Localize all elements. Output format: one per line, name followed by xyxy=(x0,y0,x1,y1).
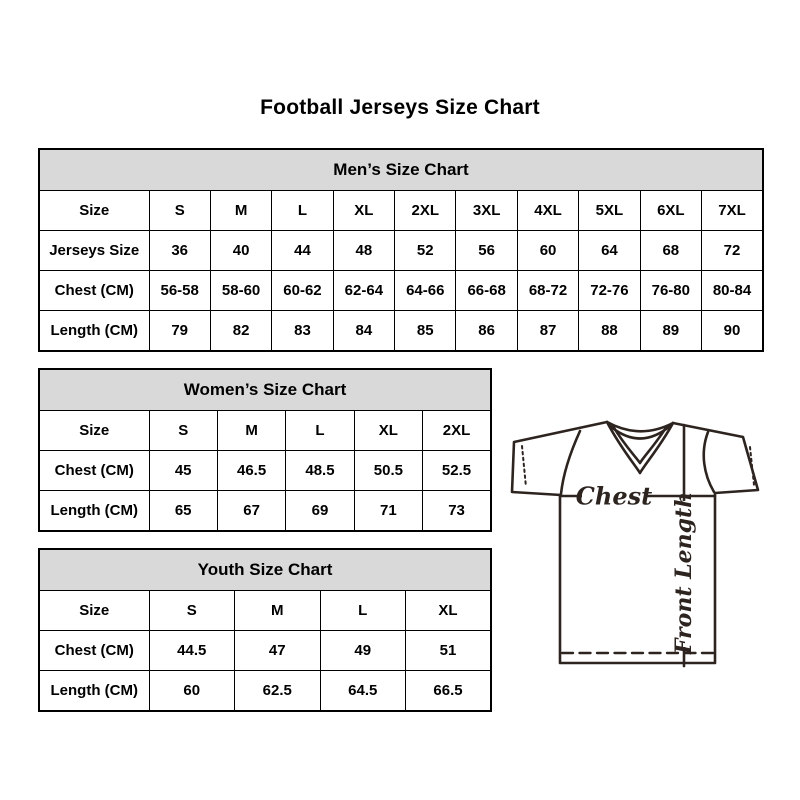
value-cell: 64.5 xyxy=(320,671,406,711)
table-header-row xyxy=(39,149,763,191)
mens-table-title: Men’s Size Chart xyxy=(39,149,763,191)
value-cell: 36 xyxy=(149,231,210,271)
value-cell: M xyxy=(235,591,321,631)
value-cell: 72 xyxy=(702,231,763,271)
value-cell: 87 xyxy=(517,311,578,351)
value-cell: 89 xyxy=(640,311,701,351)
value-cell: 65 xyxy=(149,491,217,531)
page-title: Football Jerseys Size Chart xyxy=(260,96,540,119)
row-label-cell: Size xyxy=(39,591,149,631)
row-label-cell: Length (CM) xyxy=(39,671,149,711)
table-row xyxy=(39,271,763,311)
row-label-cell: Jerseys Size xyxy=(39,231,149,271)
value-cell: 45 xyxy=(149,451,217,491)
value-cell: 68-72 xyxy=(517,271,578,311)
value-cell: 73 xyxy=(423,491,491,531)
jersey-measurement-diagram xyxy=(500,395,785,695)
value-cell: 66.5 xyxy=(406,671,492,711)
value-cell: 88 xyxy=(579,311,640,351)
value-cell: 44.5 xyxy=(149,631,235,671)
value-cell: 50.5 xyxy=(354,451,422,491)
value-cell: 84 xyxy=(333,311,394,351)
front-length-measure-label: Front Length xyxy=(671,491,697,655)
value-cell: M xyxy=(217,411,285,451)
value-cell: 7XL xyxy=(702,191,763,231)
value-cell: 69 xyxy=(286,491,354,531)
value-cell: 62.5 xyxy=(235,671,321,711)
value-cell: 58-60 xyxy=(210,271,271,311)
row-label-cell: Length (CM) xyxy=(39,311,149,351)
youth-size-table xyxy=(38,548,492,712)
table-row xyxy=(39,451,491,491)
table-row xyxy=(39,591,491,631)
value-cell: XL xyxy=(354,411,422,451)
table-header-row xyxy=(39,369,491,411)
youth-table-title: Youth Size Chart xyxy=(39,549,491,591)
row-label-cell: Chest (CM) xyxy=(39,451,149,491)
value-cell: 2XL xyxy=(423,411,491,451)
value-cell: 3XL xyxy=(456,191,517,231)
value-cell: 68 xyxy=(640,231,701,271)
value-cell: 80-84 xyxy=(702,271,763,311)
value-cell: 56-58 xyxy=(149,271,210,311)
mens-size-table xyxy=(38,148,764,352)
right-sleeve-seam xyxy=(704,432,714,492)
value-cell: 60-62 xyxy=(272,271,333,311)
value-cell: 44 xyxy=(272,231,333,271)
value-cell: 48 xyxy=(333,231,394,271)
value-cell: L xyxy=(272,191,333,231)
value-cell: 86 xyxy=(456,311,517,351)
value-cell: 40 xyxy=(210,231,271,271)
value-cell: 90 xyxy=(702,311,763,351)
value-cell: 79 xyxy=(149,311,210,351)
left-cuff-stitch-line xyxy=(522,446,526,487)
row-label-cell: Size xyxy=(39,191,149,231)
chest-measure-label: Chest xyxy=(575,481,653,511)
value-cell: 56 xyxy=(456,231,517,271)
value-cell: 64 xyxy=(579,231,640,271)
value-cell: S xyxy=(149,191,210,231)
table-row xyxy=(39,191,763,231)
value-cell: 47 xyxy=(235,631,321,671)
value-cell: M xyxy=(210,191,271,231)
value-cell: 60 xyxy=(517,231,578,271)
value-cell: S xyxy=(149,591,235,631)
value-cell: 66-68 xyxy=(456,271,517,311)
value-cell: 83 xyxy=(272,311,333,351)
value-cell: 52 xyxy=(395,231,456,271)
table-header-row xyxy=(39,549,491,591)
value-cell: L xyxy=(320,591,406,631)
womens-size-table xyxy=(38,368,492,532)
row-label-cell: Size xyxy=(39,411,149,451)
value-cell: 6XL xyxy=(640,191,701,231)
value-cell: 48.5 xyxy=(286,451,354,491)
row-label-cell: Chest (CM) xyxy=(39,271,149,311)
value-cell: 64-66 xyxy=(395,271,456,311)
table-row xyxy=(39,231,763,271)
value-cell: 52.5 xyxy=(423,451,491,491)
value-cell: XL xyxy=(406,591,492,631)
value-cell: 62-64 xyxy=(333,271,394,311)
value-cell: 51 xyxy=(406,631,492,671)
table-row xyxy=(39,491,491,531)
value-cell: 4XL xyxy=(517,191,578,231)
table-row xyxy=(39,311,763,351)
value-cell: S xyxy=(149,411,217,451)
row-label-cell: Length (CM) xyxy=(39,491,149,531)
value-cell: 82 xyxy=(210,311,271,351)
table-row xyxy=(39,671,491,711)
value-cell: 85 xyxy=(395,311,456,351)
value-cell: 49 xyxy=(320,631,406,671)
value-cell: 2XL xyxy=(395,191,456,231)
table-row xyxy=(39,411,491,451)
value-cell: 46.5 xyxy=(217,451,285,491)
value-cell: 71 xyxy=(354,491,422,531)
womens-table-title: Women’s Size Chart xyxy=(39,369,491,411)
row-label-cell: Chest (CM) xyxy=(39,631,149,671)
value-cell: 5XL xyxy=(579,191,640,231)
value-cell: XL xyxy=(333,191,394,231)
value-cell: 67 xyxy=(217,491,285,531)
value-cell: L xyxy=(286,411,354,451)
table-row xyxy=(39,631,491,671)
value-cell: 76-80 xyxy=(640,271,701,311)
value-cell: 60 xyxy=(149,671,235,711)
value-cell: 72-76 xyxy=(579,271,640,311)
